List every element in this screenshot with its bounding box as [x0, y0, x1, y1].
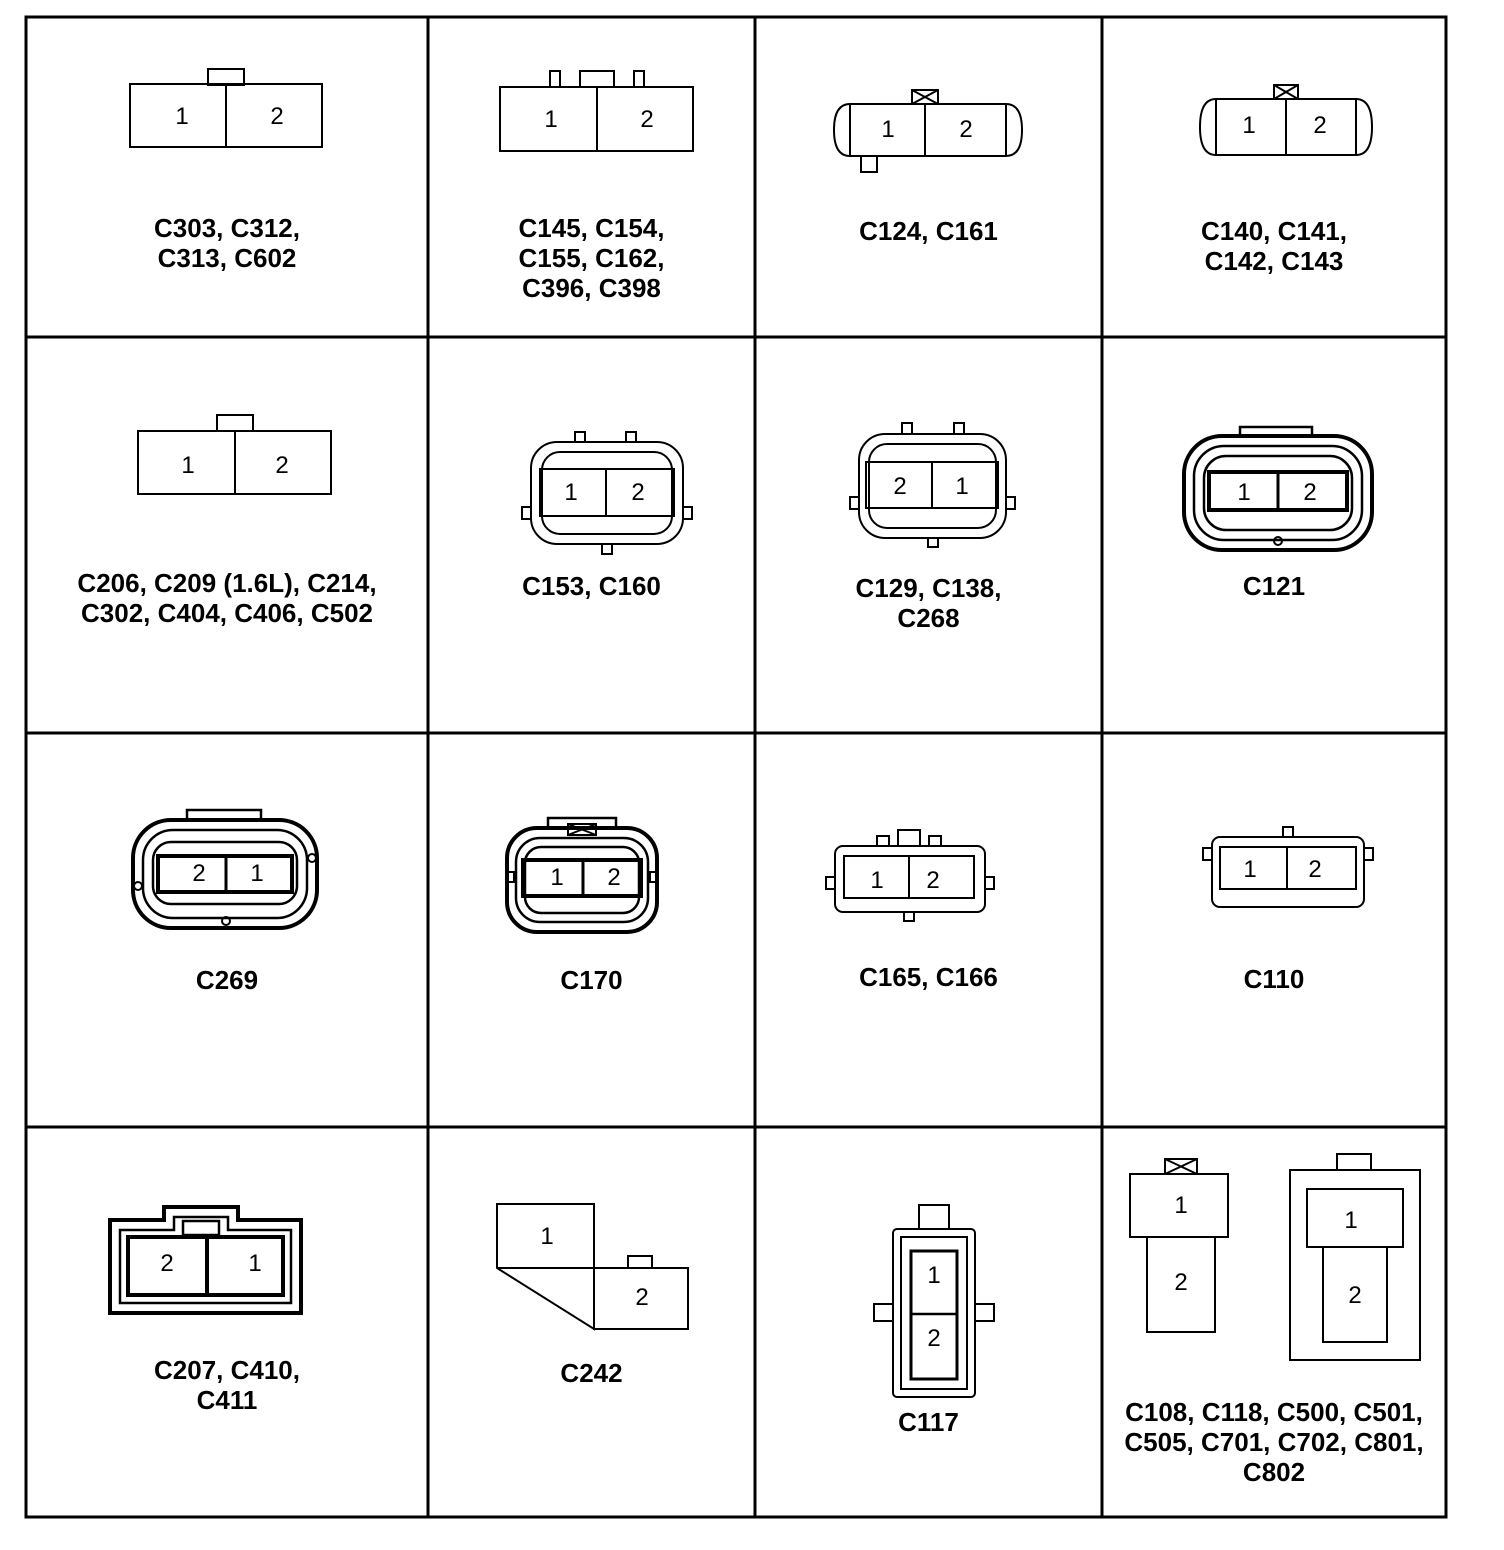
connector-c140-diagram	[1200, 85, 1372, 155]
pin-2-label: 2	[607, 864, 621, 891]
label-line: C121	[1242, 571, 1306, 601]
pin-1-label: 1	[540, 1223, 554, 1250]
connector-label-c303	[26, 213, 428, 273]
connector-label-c117	[755, 1407, 1102, 1437]
pin-1-label: 1	[550, 864, 564, 891]
label-line: C269	[195, 965, 259, 995]
pin-1-label: 1	[955, 473, 969, 500]
pin-1-label: 1	[1243, 856, 1257, 883]
connector-c129-diagram	[850, 423, 1015, 547]
label-line: C117	[898, 1407, 959, 1437]
label-line: C129, C138,	[855, 573, 1002, 603]
pin-1-label: 1	[248, 1250, 262, 1277]
pin-2-label: 2	[640, 106, 654, 133]
connector-c124-diagram	[834, 90, 1022, 172]
pin-2-label: 2	[893, 473, 907, 500]
connector-label-c165	[755, 962, 1102, 992]
connector-label-c170	[428, 965, 755, 995]
label-line: C155, C162,	[518, 243, 665, 273]
label-line: C165, C166	[859, 962, 998, 992]
connector-label-c140	[1102, 216, 1446, 276]
connector-c117-diagram	[874, 1205, 994, 1397]
pin-2-label: 2	[1348, 1282, 1362, 1309]
label-line: C145, C154,	[518, 213, 665, 243]
pin-2-label: 2	[1308, 856, 1322, 883]
connector-c110-diagram	[1203, 827, 1373, 907]
pin-2-label: 2	[192, 860, 206, 887]
pin-2-label: 2	[635, 1284, 649, 1311]
connector-c207-diagram	[110, 1207, 301, 1313]
connector-c170-diagram	[506, 818, 658, 932]
connector-label-c124	[755, 216, 1102, 246]
pin-1-label: 1	[1174, 1192, 1188, 1219]
connector-c145-diagram	[500, 71, 693, 151]
label-line: C153, C160	[522, 571, 661, 601]
connector-c242-diagram	[497, 1204, 688, 1329]
label-line: C124, C161	[859, 216, 998, 246]
label-line: C142, C143	[1204, 246, 1344, 276]
label-line: C313, C602	[157, 243, 297, 273]
pin-2-label: 2	[270, 103, 284, 130]
connector-c121-diagram	[1184, 427, 1372, 550]
pin-2-label: 2	[926, 867, 940, 894]
connector-c165-diagram	[826, 830, 994, 921]
connector-label-c110	[1102, 964, 1446, 994]
connector-c269-diagram	[133, 810, 317, 928]
connector-label-c153	[428, 571, 755, 601]
pin-2-label: 2	[959, 116, 973, 143]
label-line: C242	[560, 1358, 623, 1388]
label-line: C268	[897, 603, 960, 633]
connector-label-c242	[428, 1358, 755, 1388]
pin-1-label: 1	[927, 1262, 941, 1289]
label-line: C170	[560, 965, 623, 995]
label-line: C140, C141,	[1201, 216, 1347, 246]
pin-2-label: 2	[1174, 1269, 1188, 1296]
label-line: C802	[1242, 1457, 1306, 1487]
pin-1-label: 1	[881, 116, 895, 143]
connector-label-c269	[26, 965, 428, 995]
pin-2-label: 2	[927, 1325, 941, 1352]
pin-1-label: 1	[1237, 479, 1251, 506]
connector-c303-diagram	[130, 69, 322, 147]
pin-2-label: 2	[160, 1250, 174, 1277]
label-line: C302, C404, C406, C502	[81, 598, 373, 628]
label-line: C396, C398	[522, 273, 661, 303]
pin-2-label: 2	[1313, 112, 1327, 139]
pin-1-label: 1	[250, 860, 264, 887]
connector-label-c206	[26, 568, 428, 628]
pin-1-label: 1	[175, 103, 189, 130]
pin-1-label: 1	[181, 452, 195, 479]
label-line: C207, C410,	[154, 1355, 300, 1385]
connector-label-c145	[428, 213, 755, 303]
connector-label-c207	[26, 1355, 428, 1415]
pin-2-label: 2	[275, 452, 289, 479]
label-line: C110	[1243, 964, 1305, 994]
label-line: C206, C209 (1.6L), C214,	[77, 568, 377, 598]
pin-2-label: 2	[1303, 479, 1317, 506]
pin-1-label: 1	[544, 106, 558, 133]
pin-1-label: 1	[1242, 112, 1256, 139]
connector-c153-diagram	[522, 432, 692, 554]
pin-2-label: 2	[631, 479, 645, 506]
label-line: C411	[196, 1385, 258, 1415]
label-line: C303, C312,	[154, 213, 300, 243]
pin-1-label: 1	[564, 479, 578, 506]
pin-1-label: 1	[870, 867, 884, 894]
pin-1-label: 1	[1344, 1207, 1358, 1234]
connector-label-c129	[755, 573, 1102, 633]
connector-label-c121	[1102, 571, 1446, 601]
label-line: C505, C701, C702, C801,	[1124, 1427, 1424, 1457]
connector-label-c108	[1102, 1397, 1446, 1487]
connector-c108-diagram-left	[1130, 1159, 1228, 1332]
connector-c108-diagram-right	[1290, 1154, 1420, 1360]
connector-c206-diagram	[138, 415, 331, 494]
label-line: C108, C118, C500, C501,	[1125, 1397, 1423, 1427]
